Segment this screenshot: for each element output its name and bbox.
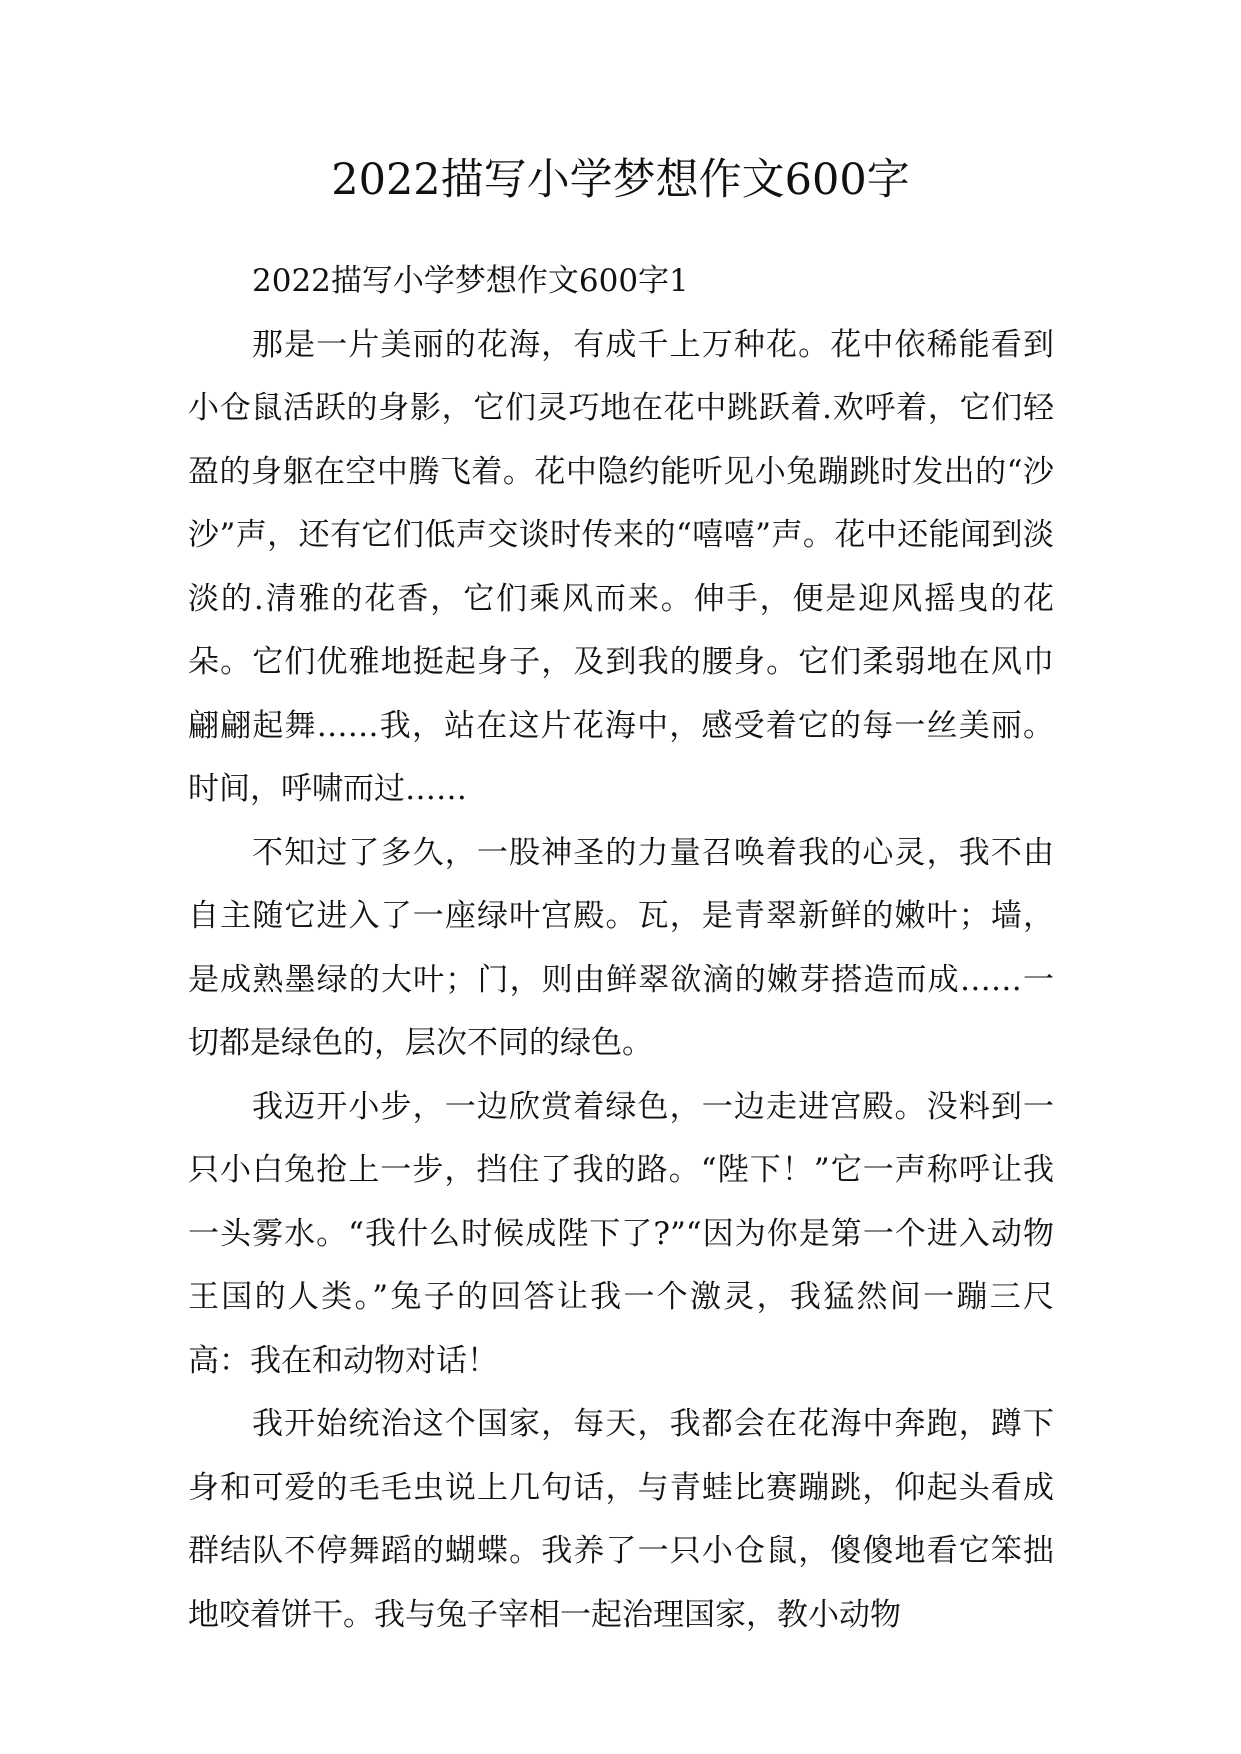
document-body: [188, 250, 1054, 1647]
paragraph-flower-sea: 那是一片美丽的花海，有成千上万种花。花中依稀能看到小仓鼠活跃的身影，它们灵巧地在花中跳跃着.欢呼着，它们轻盈的身躯在空中腾飞着。花中隐约能听见小兔蹦跳时发出的“沙沙”声，还有它们低声交谈时传来的“嘻嘻”声。花中还能闻到淡淡的.清雅的花香，它们乘风而来。伸手，便是迎风摇曳的花朵。它们优雅地挺起身子，及到我的腰身。它们柔弱地在风巾翩翩起舞……我，站在这片花海中，感受着它的每一丝美丽。时间，呼啸而过……: [188, 326, 1054, 807]
paragraph-white-rabbit: 我迈开小步，一边欣赏着绿色，一边走进宫殿。没料到一只小白兔抢上一步，挡住了我的路。“陛下！”它一声称呼让我一头雾水。“我什么时候成陛下了?”“因为你是第一个进入动物王国的人类。”兔子的回答让我一个激灵，我猛然间一蹦三尺高：我在和动物对话！: [188, 1088, 1054, 1379]
section-heading: 2022描写小学梦想作文600字1: [252, 263, 689, 299]
document-title: 2022描写小学梦想作文600字: [331, 155, 910, 205]
paragraph-ruling-kingdom: 我开始统治这个国家，每天，我都会在花海中奔跑，蹲下身和可爱的毛毛虫说上几句话，与青蛙比赛蹦跳，仰起头看成群结队不停舞蹈的蝴蝶。我养了一只小仓鼠，傻傻地看它笨拙地咬着饼干。我与兔子宰相一起治理国家，教小动物: [188, 1406, 1054, 1633]
paragraph-green-palace: 不知过了多久，一股神圣的力量召唤着我的心灵，我不由自主随它进入了一座绿叶宫殿。瓦，是青翠新鲜的嫩叶；墙，是成熟墨绿的大叶；门，则由鲜翠欲滴的嫩芽搭造而成……一切都是绿色的，层次不同的绿色。: [188, 834, 1054, 1061]
